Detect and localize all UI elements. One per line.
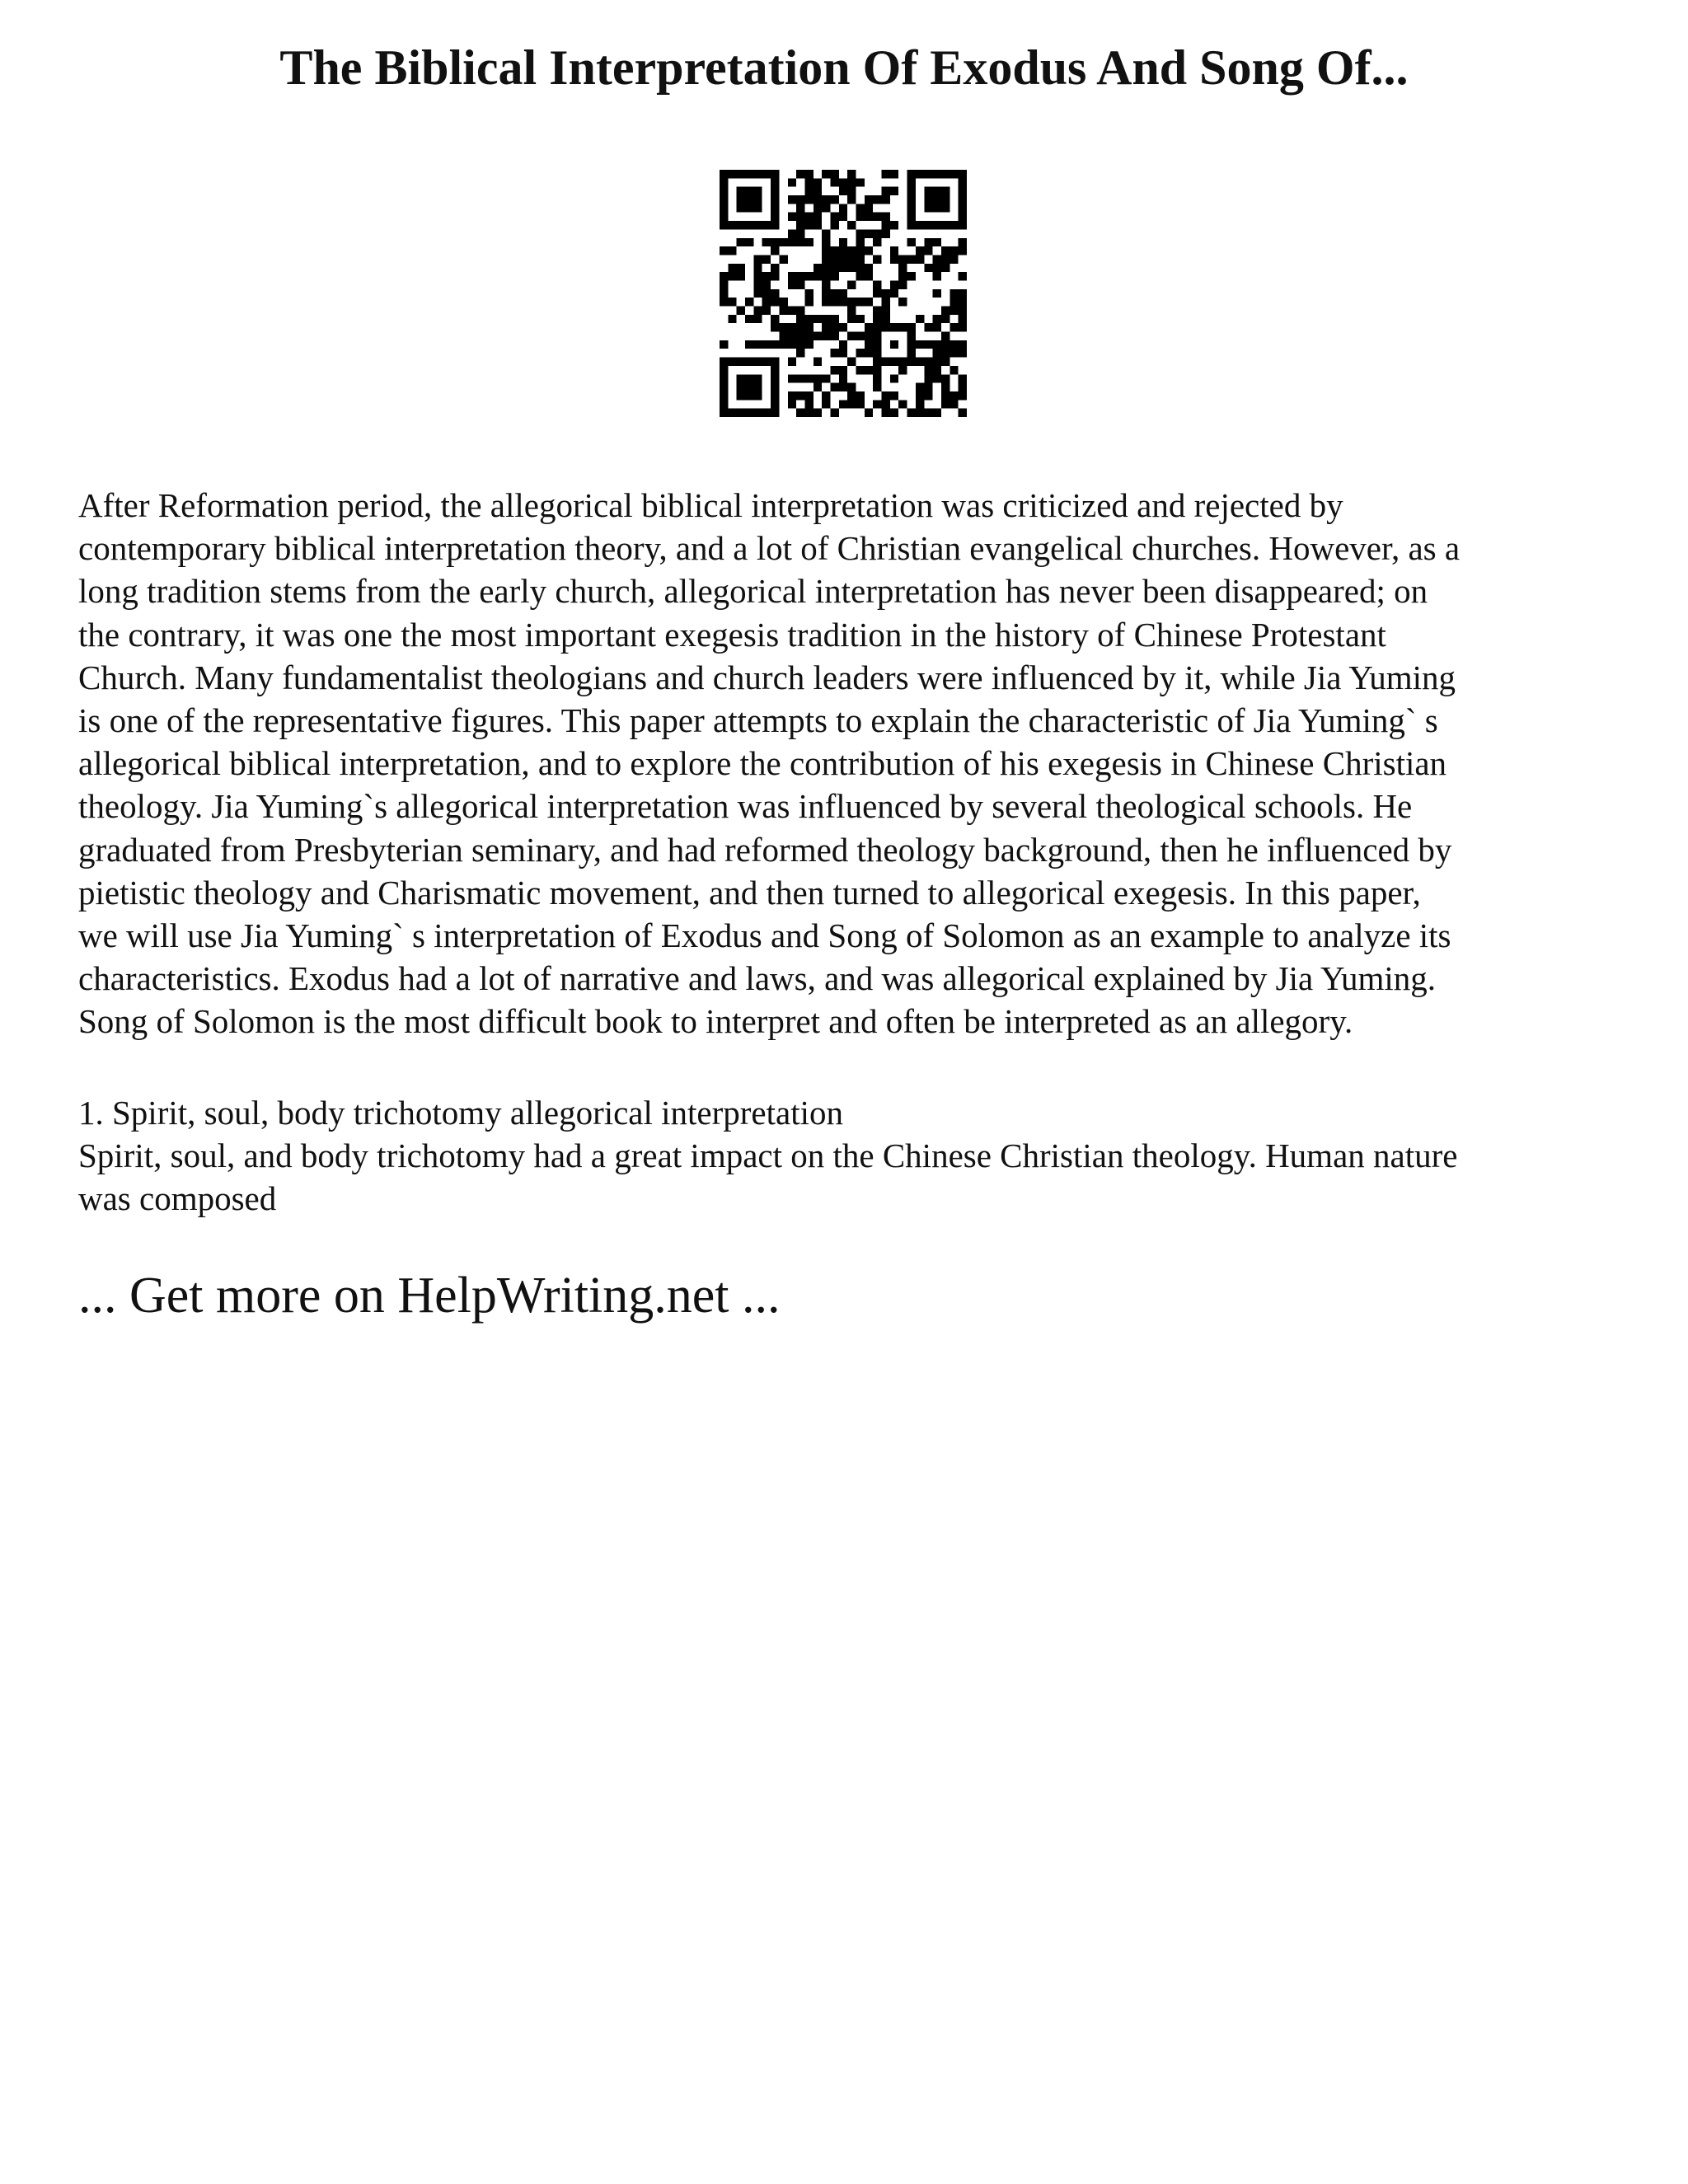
section-heading: 1. Spirit, soul, body trichotomy allegorical interpretation [78,1094,844,1132]
abstract-paragraph: After Reformation period, the allegorical biblical interpretation was criticized and rejected by contemporary biblical interpretation theory, and a lot of Christian evangelical churches. However, as a long tradition stems from the early church, allegorical interpretation has never been disappeared; on the contrary, it was one the most important exegesis tradition in the history of Chinese Protestant Church. Many fundamentalist theologians and church leaders were influenced by it, while Jia Yuming is one of the representative figures. This paper attempts to explain the characteristic of Jia Yuming` s allegorical biblical interpretation, and to explore the contribution of his exegesis in Chinese Christian theology. Jia Yuming`s allegorical interpretation was influenced by several theological schools. He graduated from Presbyterian seminary, and had reformed theology background, then he influenced by pietistic theology and Charismatic movement, and then turned to allegorical exegesis. In this paper, we will use Jia Yuming` s interpretation of Exodus and Song of Solomon as an example to analyze its characteristics. Exodus had a lot of narrative and laws, and was allegorical explained by Jia Yuming. Song of Solomon is the most difficult book to interpret and often be interpreted as an allegory. [78,486,1461,1041]
qr-code-icon[interactable] [720,170,967,417]
document-title: The Biblical Interpretation Of Exodus And Song Of... [279,40,1409,95]
section-paragraph: Spirit, soul, and body trichotomy had a great impact on the Chinese Christian theology. Human nature was composed [78,1137,1458,1218]
get-more-link[interactable]: ... Get more on HelpWriting.net ... [78,1268,781,1324]
